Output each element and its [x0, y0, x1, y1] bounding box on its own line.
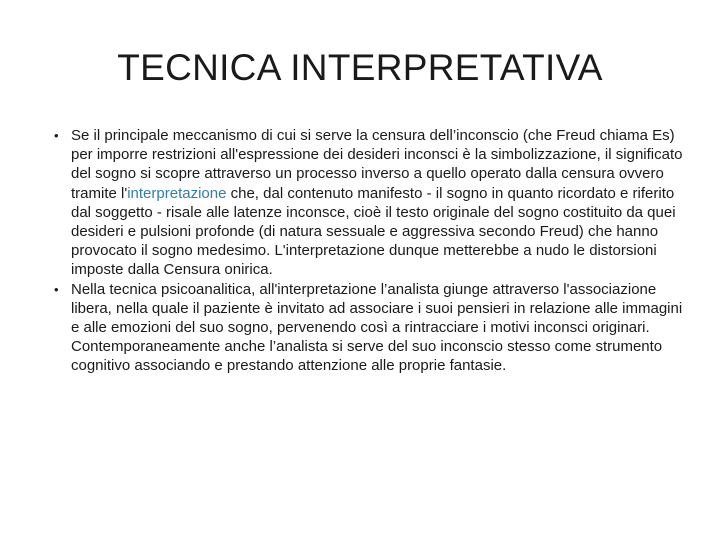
slide-title: TECNICA INTERPRETATIVA [117, 47, 603, 88]
interpretazione-link[interactable]: interpretazione [127, 184, 227, 202]
bullet-icon: • [54, 281, 59, 297]
bullet-1-text-after: che, dal contenuto manifesto - il sogno in quanto ricordato e riferito dal soggetto - risale alle latenze inconsce, cioè il testo originale del sogno costituito da quei desideri e pulsioni profonde (di natura sessuale e aggressiva secondo Freud) che hanno provocato il sogno medesimo. L'interpretazione dunque metterebbe a nudo le distorsioni imposte dalla Censura onirica. [71, 184, 676, 279]
bullet-item-1 [54, 126, 684, 280]
bullet-2-text: Nella tecnica psicoanalitica, all'interpretazione l’analista giunge attraverso l'associazione libera, nella quale il paziente è invitato ad associare i suoi pensieri in relazione alle immagini e alle emozioni del suo sogno, pervenendo così a rintracciare i motivi inconsci originari. Contemporaneamente anche l’analista si serve del suo inconscio stesso come strumento cognitivo associando e prestando attenzione alle proprie fantasie. [71, 280, 683, 375]
bullet-list [54, 126, 684, 376]
bullet-1-text-before: Se il principale meccanismo di cui si serve la censura dell’inconscio (che Freud chiama Es) per imporre restrizioni all'espressione dei desideri inconsci è la simbolizzazione, il significato del sogno si scopre attraverso un processo inverso a quello operato dalla censura ovvero tramite l' [71, 127, 683, 202]
bullet-icon: • [54, 128, 59, 143]
bullet-item-2 [54, 280, 684, 376]
